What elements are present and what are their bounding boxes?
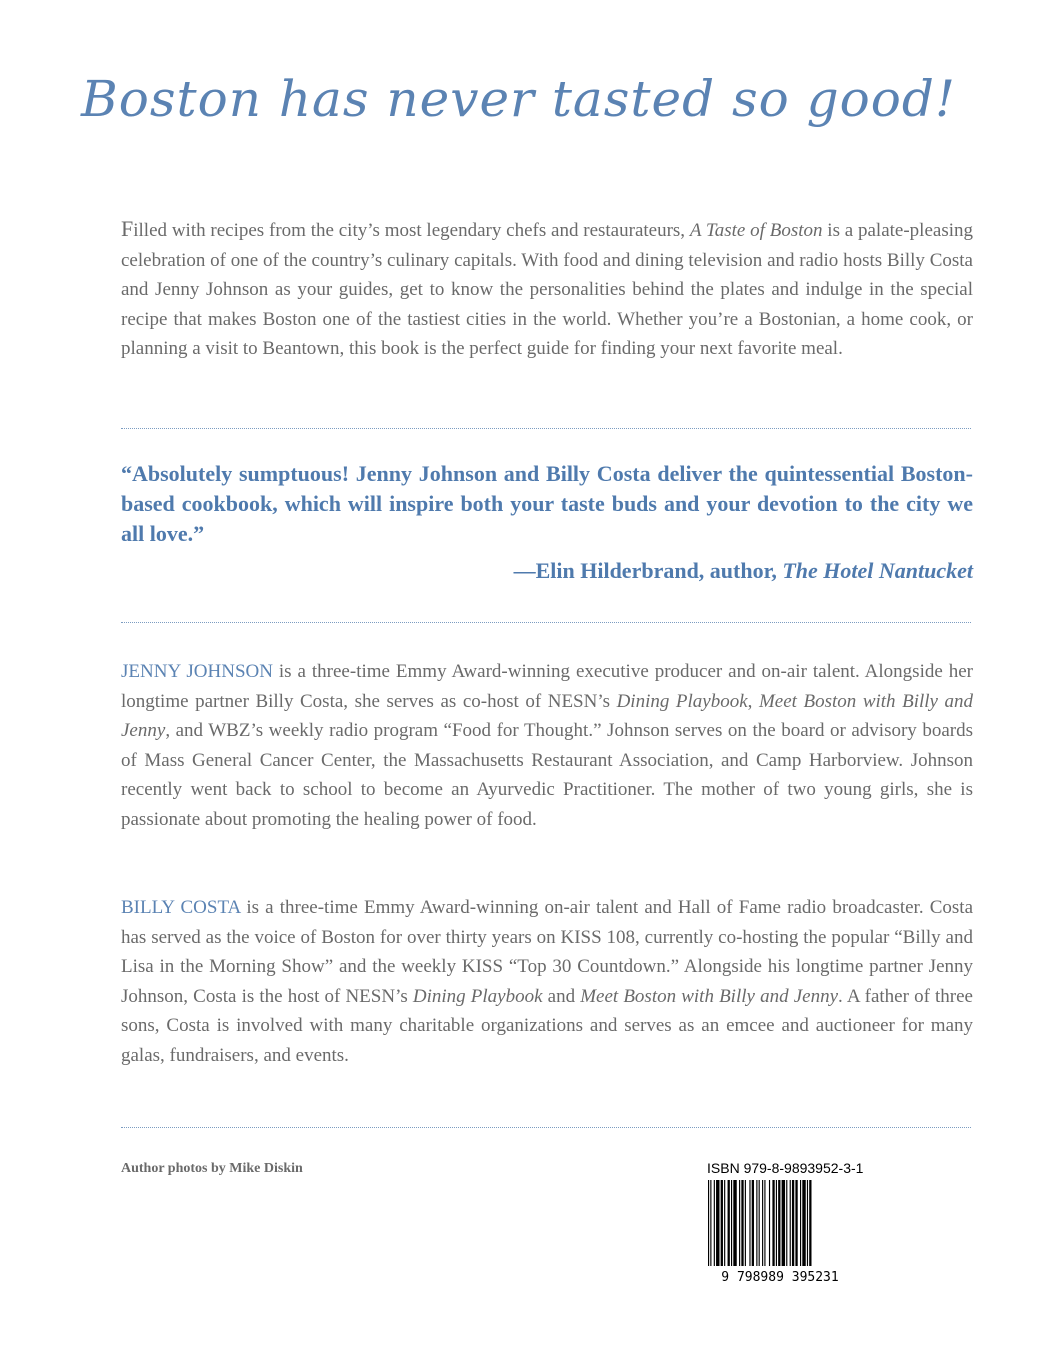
attribution-book-title: The Hotel Nantucket bbox=[782, 558, 973, 583]
barcode-bar bbox=[769, 1180, 770, 1266]
barcode-bar bbox=[721, 1180, 723, 1266]
blurb-text-1: illed with recipes from the city’s most legendary chefs and restaurateurs, bbox=[133, 220, 690, 241]
bio-jenny-text-1: is a three-time Emmy Award-winning executive producer and on-air talent. Alongside her longtime partner Billy Costa, she serves as co-host of NESN’s bbox=[121, 661, 973, 712]
barcode-bar bbox=[710, 1180, 711, 1266]
barcode-bars bbox=[708, 1180, 812, 1266]
divider-2 bbox=[121, 622, 971, 623]
bio-billy-text-2: and bbox=[542, 985, 581, 1007]
bio-name-jenny: JENNY JOHNSON bbox=[121, 661, 273, 682]
barcode-bar bbox=[809, 1180, 811, 1266]
book-title: A Taste of Boston bbox=[689, 220, 823, 241]
barcode-bar bbox=[802, 1180, 805, 1266]
headline: Boston has never tasted so good! bbox=[81, 70, 956, 128]
divider-1 bbox=[121, 428, 971, 429]
bio-billy-text-3: . A father of three sons, Costa is involved with many charitable organizations and serves as an emcee and auctioneer for many galas, fundraisers, and events. bbox=[121, 985, 973, 1066]
bio-name-billy: BILLY COSTA bbox=[121, 897, 241, 918]
barcode-bar bbox=[795, 1180, 797, 1266]
barcode-bar bbox=[731, 1180, 732, 1266]
barcode-bar bbox=[782, 1180, 785, 1266]
barcode-bar bbox=[745, 1180, 746, 1266]
barcode-bar bbox=[728, 1180, 730, 1266]
blurb-text-2: is a palate-pleasing celebration of one of the country’s culinary capitals. With food and dining television and radio hosts Billy Costa and Jenny Johnson as your guides, get to know the personalities behind the plates and indulge in the special recipe that makes Boston one of the tastiest cities in the world. Whether you’re a Bostonian, a home cook, or planning a visit to Beantown, this book is the perfect guide for finding your next favorite meal. bbox=[121, 220, 973, 360]
barcode-digits: 9 798989 395231 bbox=[721, 1270, 839, 1284]
isbn-label: ISBN 979-8-9893952-3-1 bbox=[707, 1160, 864, 1176]
bio-jenny-show-2: Meet Boston with Billy and Jenny bbox=[121, 690, 974, 742]
bio-billy-costa bbox=[121, 893, 973, 1071]
endorsement-quote: “Absolutely sumptuous! Jenny Johnson and Billy Costa deliver the quintessential Boston-based cookbook, which will inspire both your taste buds and your devotion to the city we all love.” bbox=[121, 461, 973, 546]
barcode-bar bbox=[708, 1180, 709, 1266]
bio-jenny-text-2: , bbox=[747, 690, 759, 712]
quote-attribution bbox=[121, 558, 973, 584]
barcode-bar bbox=[778, 1180, 780, 1266]
description-blurb bbox=[121, 214, 973, 364]
bio-billy-text-1: is a three-time Emmy Award-winning on-air talent and Hall of Fame radio broadcaster. Costa has served as the voice of Boston for over thirty years on KISS 108, currently co-hosting the popular “Billy and Lisa in the Morning Show” and the weekly KISS “Top 30 Countdown.” Alongside his longtime partner Jenny Johnson, Costa is the host of NESN’s bbox=[121, 897, 974, 1007]
barcode-bar bbox=[724, 1180, 725, 1266]
barcode-bar bbox=[714, 1180, 715, 1266]
bio-billy-show-2: Meet Boston with Billy and Jenny bbox=[580, 985, 839, 1007]
barcode-bar bbox=[800, 1180, 801, 1266]
barcode-icon bbox=[704, 1178, 856, 1284]
barcode-bar bbox=[752, 1180, 754, 1266]
barcode-bar bbox=[786, 1180, 787, 1266]
barcode-bar bbox=[762, 1180, 763, 1266]
attribution-author: —Elin Hilderbrand, author, bbox=[513, 558, 783, 583]
barcode-bar bbox=[807, 1180, 808, 1266]
barcode-bar bbox=[759, 1180, 760, 1266]
drop-lead-letter: F bbox=[121, 216, 134, 241]
photo-credit: Author photos by Mike Diskin bbox=[121, 1161, 303, 1176]
barcode-bar bbox=[749, 1180, 750, 1266]
barcode-bar bbox=[756, 1180, 757, 1266]
barcode-bar bbox=[776, 1180, 777, 1266]
bio-billy-show-1: Dining Playbook bbox=[412, 985, 543, 1007]
barcode-bar bbox=[792, 1180, 794, 1266]
barcode-bar bbox=[772, 1180, 774, 1266]
barcode-bar bbox=[764, 1180, 765, 1266]
barcode-bar bbox=[716, 1180, 719, 1266]
bio-jenny-show-1: Dining Playbook bbox=[616, 690, 748, 712]
barcode-bar bbox=[790, 1180, 791, 1266]
barcode-bar bbox=[733, 1180, 736, 1266]
bio-jenny-johnson bbox=[121, 657, 973, 835]
bio-jenny-text-3: , and WBZ’s weekly radio program “Food for Thought.” Johnson serves on the board or advisory boards of Mass General Cancer Center, the Massachusetts Restaurant Association, and Camp Harborview. Johnson recently went back to school to become an Ayurvedic Practitioner. The mother of two young girls, she is passionate about promoting the healing power of food. bbox=[121, 720, 973, 830]
divider-3 bbox=[121, 1127, 971, 1128]
barcode-bar bbox=[741, 1180, 743, 1266]
barcode-bar bbox=[739, 1180, 740, 1266]
